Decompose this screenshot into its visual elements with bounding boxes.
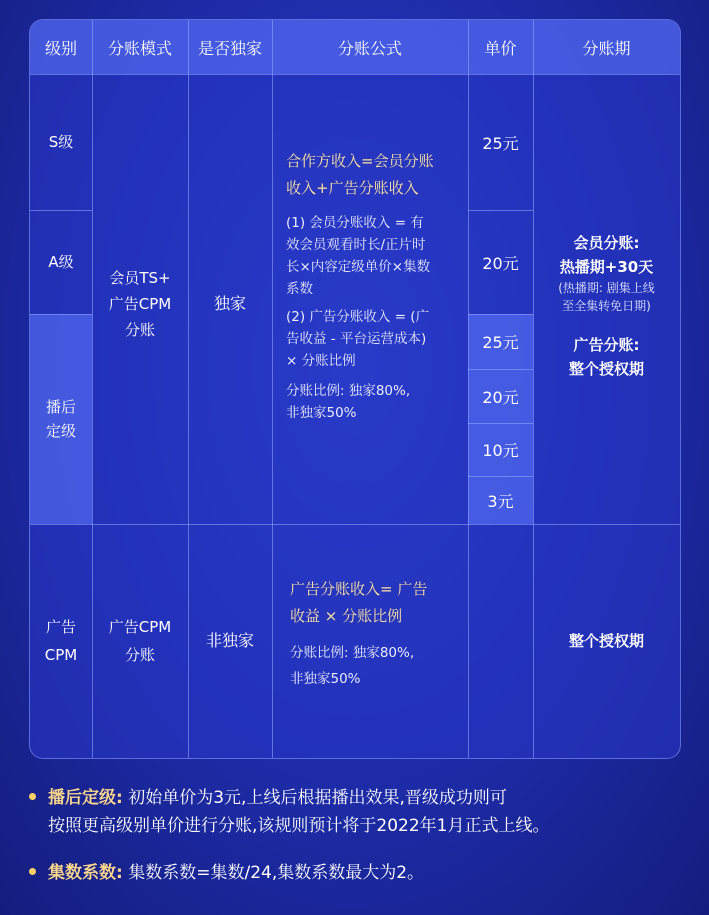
header-level: 级别	[44, 38, 77, 58]
formula-member-title2: 收入+广告分账收入	[286, 179, 419, 197]
formula-ad-title1: 广告分账收入= 广告	[290, 580, 428, 598]
header-mode: 分账模式	[107, 38, 172, 58]
bullet-icon	[29, 868, 36, 875]
formula-member-p2-3: × 分账比例	[286, 353, 356, 369]
note-post-rating-text2: 按照更高级别单价进行分账,该规则预计将于2022年1月正式上线。	[48, 816, 550, 836]
formula-member-p1-4: 系数	[286, 281, 313, 297]
mode-ad-line2: 分账	[124, 646, 155, 664]
revenue-share-table	[29, 19, 681, 759]
price-post-2: 20元	[482, 387, 519, 407]
bullet-icon	[29, 793, 36, 800]
formula-member-p1-1: (1) 会员分账收入 = 有	[286, 215, 424, 231]
formula-ad	[272, 576, 468, 692]
level-ad-cpm	[30, 524, 92, 758]
formula-member	[272, 148, 468, 424]
note-episode-coef	[29, 859, 689, 887]
formula-member-title1: 合作方收入=会员分账	[286, 152, 434, 170]
level-a: A级	[48, 253, 74, 271]
period-ad: 整个授权期	[568, 632, 644, 650]
formula-member-p2-1: (2) 广告分账收入 = (广	[286, 309, 430, 325]
note-post-rating	[29, 784, 689, 840]
exclusive-ad: 非独家	[205, 631, 254, 650]
mode-member-line2: 广告CPM	[108, 295, 172, 313]
mode-ad-line1: 广告CPM	[108, 618, 172, 636]
note-post-rating-text1: 初始单价为3元,上线后根据播出效果,晋级成功则可	[128, 788, 507, 808]
note-episode-coef-key: 集数系数:	[48, 863, 123, 883]
level-post-line2: 定级	[45, 422, 76, 440]
formula-ad-ratio2: 非独家50%	[290, 671, 361, 687]
formula-ad-ratio1: 分账比例: 独家80%,	[290, 645, 415, 661]
note-post-rating-key: 播后定级:	[48, 788, 123, 808]
header-price: 单价	[484, 38, 517, 58]
period-member-l2: 热播期+30天	[559, 258, 654, 276]
formula-member-ratio1: 分账比例: 独家80%,	[286, 383, 411, 399]
header-exclusive: 是否独家	[197, 38, 262, 58]
header-period: 分账期	[582, 38, 631, 58]
price-a: 20元	[482, 253, 519, 273]
formula-member-ratio2: 非独家50%	[286, 405, 357, 421]
formula-member-p1-2: 效会员观看时长/正片时	[286, 237, 426, 253]
header-formula: 分账公式	[337, 38, 402, 58]
price-post-1: 25元	[482, 333, 519, 352]
period-member-l4: 至全集转免日期)	[562, 299, 651, 313]
level-ad-line1: 广告	[45, 618, 76, 636]
mode-member-line3: 分账	[124, 321, 155, 339]
period-member-l6: 整个授权期	[568, 360, 644, 378]
price-s: 25元	[482, 133, 519, 153]
level-s: S级	[48, 133, 74, 151]
formula-member-p1-3: 长×内容定级单价×集数	[286, 259, 431, 275]
period-member-l1: 会员分账:	[573, 234, 640, 252]
level-post-line1: 播后	[45, 398, 76, 416]
formula-ad-title2: 收益 × 分账比例	[290, 607, 403, 625]
mode-member	[92, 74, 188, 524]
formula-member-p2-2: 告收益 - 平台运营成本)	[286, 331, 427, 347]
level-ad-line2: CPM	[44, 646, 78, 664]
level-post-rating	[30, 314, 92, 524]
exclusive-member: 独家	[213, 294, 246, 313]
note-episode-coef-text: 集数系数=集数/24,集数系数最大为2。	[128, 863, 425, 883]
mode-ad	[92, 524, 188, 758]
price-post-4: 3元	[487, 491, 514, 511]
period-member-l3: (热播期: 剧集上线	[558, 281, 655, 295]
period-member	[533, 74, 680, 524]
period-member-l5: 广告分账:	[573, 336, 640, 354]
mode-member-line1: 会员TS+	[109, 269, 171, 287]
price-post-3: 10元	[482, 441, 519, 460]
